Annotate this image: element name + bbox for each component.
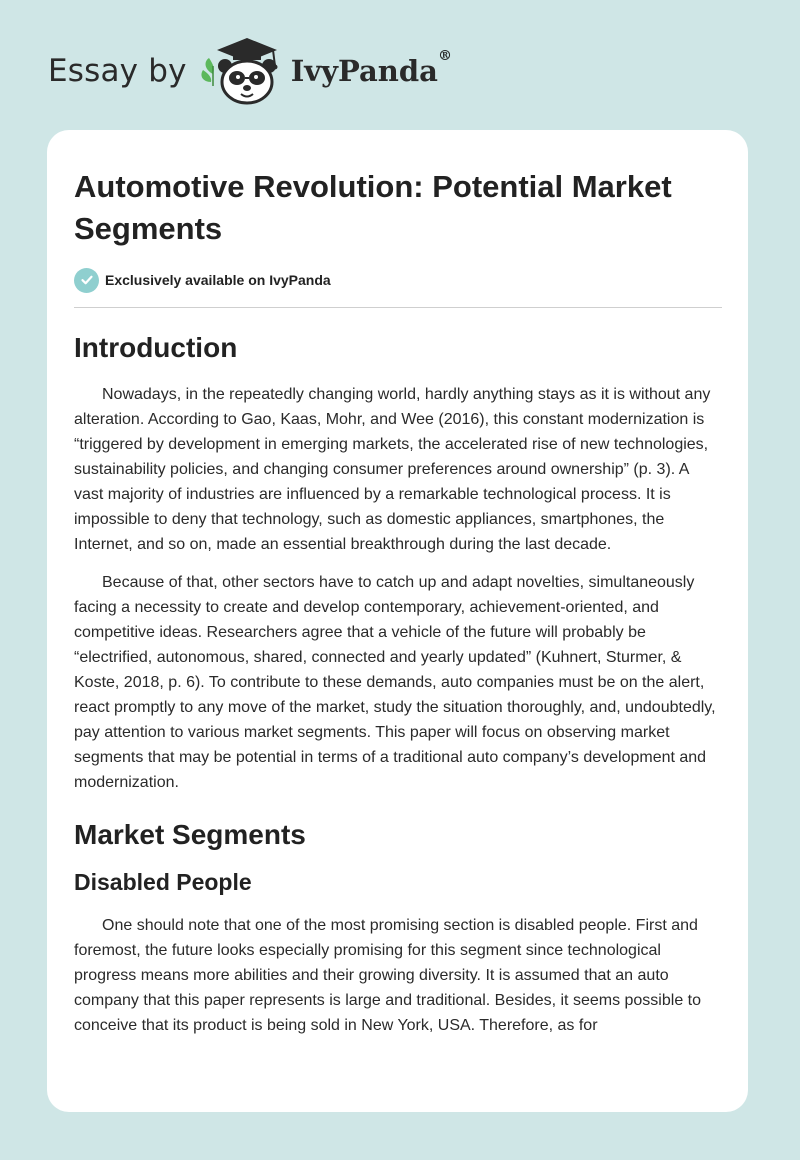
section-heading-introduction: Introduction [74,332,238,363]
disabled-people-paragraph: One should note that one of the most promising section is disabled people. First and foremost, the future looks especially promising for this segment since technological progress means more abilities and their growing diversity. It is assumed that an auto company that this paper represents is large and traditional. Besides, it seems possible to conceive that its product is being sold in New York, USA. Therefore, as for [74,917,701,1034]
divider [74,307,722,308]
check-circle-icon [74,268,99,293]
panda-logo-icon [197,36,287,106]
section-heading-market-segments: Market Segments [74,819,306,850]
intro-paragraph-1: Nowadays, in the repeatedly changing world, hardly anything stays as it is without any alteration. According to Gao, Kaas, Mohr, and Wee (2016), this constant modernization is “triggered by development in emerging markets, the accelerated rise of new technologies, sustainability policies, and changing consumer preferences around ownership” (p. 3). A vast majority of industries are influenced by a remarkable technological process. It is impossible to deny that technology, such as domestic appliances, smartphones, the Internet, and so on, made an essential breakthrough during the last decade. [74,386,711,553]
intro-paragraph-2: Because of that, other sectors have to catch up and adapt novelties, simultaneously facing a necessity to create and develop contemporary, achievement-oriented, and competitive ideas. Researchers agree that a vehicle of the future will probably be “electrified, autonomous, shared, connected and yearly updated” (Kuhnert, Sturmer, & Koste, 2018, p. 6). To contribute to these demands, auto companies must be on the alert, react promptly to any move of the market, study the situation thoroughly, and, undoubtedly, pay attention to various market segments. This paper will focus on observing market segments that may be potential in terms of a traditional auto company’s development and modernization. [74,574,716,791]
brand-name: IvyPanda® [290,48,452,88]
subsection-heading-disabled-people: Disabled People [74,869,252,895]
essay-card [47,130,748,1112]
brand-prefix: Essay by [48,53,187,89]
exclusive-badge [74,266,722,294]
brand-header [48,36,452,106]
badge-text: Exclusively available on IvyPanda [105,272,331,288]
page-title: Automotive Revolution: Potential Market Segments [74,169,672,246]
